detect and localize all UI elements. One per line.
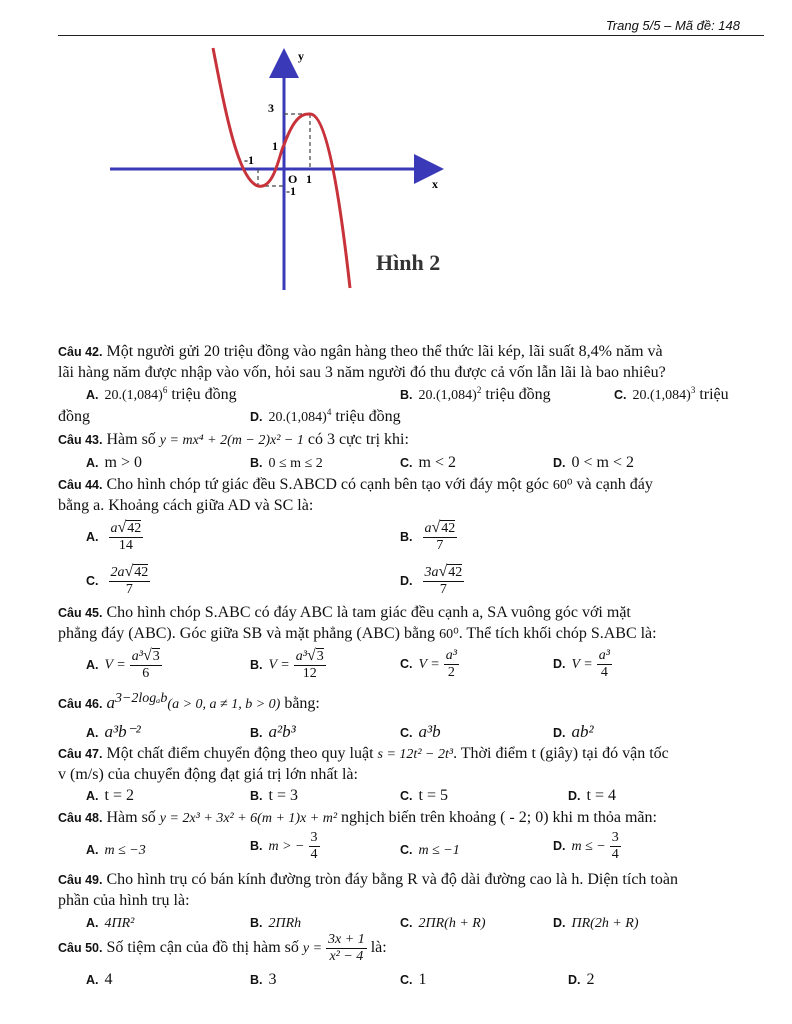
q50-number: Câu 50. [58, 941, 103, 956]
q48-option-a[interactable] [86, 840, 146, 861]
q46-number: Câu 46. [58, 697, 103, 711]
q47-option-b-text: t = 3 [268, 787, 298, 804]
q44-option-c[interactable]: C. $\frac{2a√42}{7}$ [86, 563, 149, 597]
q43-option-b-text: 0 ≤ m ≤ 2 [268, 456, 323, 471]
q45-option-a-v: V = [104, 657, 126, 673]
q48-option-b-label: B. [250, 839, 263, 854]
q50-text: Số tiệm cận của đồ thị hàm số [106, 939, 299, 957]
q50-option-d-text: 2 [586, 971, 595, 988]
q44-option-a-den: 14 [118, 538, 133, 553]
q50-option-b[interactable] [250, 970, 277, 990]
q47-option-c-text: t = 5 [418, 787, 448, 804]
q46-exponent: 3−2logₐb [114, 691, 168, 706]
q49-option-c[interactable] [400, 913, 486, 934]
label-neg-one-x: -1 [244, 153, 254, 167]
q49-option-b[interactable] [250, 913, 301, 934]
q45-option-c-den: 2 [447, 665, 455, 680]
q49-option-d-text: ΠR(2h + R) [571, 916, 639, 931]
q46-condition: (a > 0, a ≠ 1, b > 0) [167, 697, 281, 712]
q46-option-c-label: C. [400, 726, 413, 740]
q50-option-b-text: 3 [268, 971, 277, 988]
q48-formula: y = 2x³ + 3x² + 6(m + 1)x + m² [159, 811, 338, 826]
q42-option-c[interactable] [614, 385, 729, 406]
q45-option-a-radicand: 3 [152, 649, 160, 664]
q44-option-d-radicand: 42 [448, 565, 463, 580]
q42-option-c-unit: triệu [695, 386, 729, 403]
page-header [58, 14, 764, 36]
q48-option-d[interactable] [553, 830, 621, 863]
q47-option-d[interactable] [568, 786, 616, 806]
q43-option-c-label: C. [400, 456, 413, 470]
q45-option-c-num: a³ [445, 648, 457, 663]
q44-option-b-radicand: 42 [441, 521, 456, 536]
q44-text1b: và cạnh đáy [576, 476, 653, 493]
q47-option-b-label: B. [250, 789, 263, 803]
q50-option-b-label: B. [250, 973, 263, 987]
q45-option-d-label: D. [553, 657, 566, 672]
q44-option-a-coef: a [110, 521, 118, 536]
q42-option-c-unit-cont: đồng [58, 408, 90, 425]
label-one-x: 1 [306, 172, 312, 186]
q46-option-d-text: ab² [571, 722, 594, 741]
q50-text2: là: [370, 939, 387, 957]
q43-text: Hàm số [106, 431, 156, 448]
q45-option-b-radicand: 3 [316, 649, 324, 664]
q44-option-b-label: B. [400, 529, 413, 544]
q44-option-c-radicand: 42 [134, 565, 149, 580]
q42-option-c-exp: 3 [690, 385, 696, 395]
q50-numerator: 3x + 1 [328, 932, 365, 947]
q43-number: Câu 43. [58, 433, 103, 447]
q43-text2: có 3 cực trị khi: [307, 431, 409, 448]
q43-option-a-label: A. [86, 456, 99, 470]
q46-option-d[interactable] [553, 722, 594, 743]
q48-option-a-label: A. [86, 843, 99, 857]
q44-option-a-radicand: 42 [127, 521, 142, 536]
q47-option-c-label: C. [400, 789, 413, 803]
q50-option-c-text: 1 [418, 971, 427, 988]
q45-line2 [58, 624, 657, 645]
q44-text1a: Cho hình chóp tứ giác đều S.ABCD có cạnh bên tạo với đáy một góc [106, 476, 549, 493]
q47-text2: v (m/s) của chuyển động đạt giá trị lớn nhất là: [58, 766, 358, 783]
q42-number: Câu 42. [58, 345, 103, 359]
q42-option-d-base: 20.(1,084) [268, 410, 327, 425]
q45-option-a-label: A. [86, 657, 99, 672]
q42-option-b-exp: 2 [476, 385, 482, 395]
q44-option-d-den: 7 [439, 582, 447, 597]
q46-option-b[interactable] [250, 722, 296, 743]
q44-option-b-den: 7 [436, 538, 444, 553]
q48-option-d-pre: m ≤ − [571, 839, 606, 855]
q44-option-d-label: D. [400, 573, 413, 588]
q42-option-a[interactable] [86, 385, 237, 406]
q45-option-d-v: V = [571, 657, 593, 673]
q44-line1 [58, 475, 653, 496]
q48-question [58, 808, 657, 829]
q43-option-d-text: 0 < m < 2 [571, 454, 634, 471]
q45-option-a[interactable]: A. V = $\frac{\text{a³√3}}{6}$ [86, 647, 160, 681]
q49-number: Câu 49. [58, 873, 103, 887]
q45-option-b-label: B. [250, 657, 263, 672]
q48-option-b[interactable] [250, 830, 320, 863]
q45-option-b[interactable]: B. V = $\frac{\text{a³√3}}{12}$ [250, 647, 324, 681]
q45-option-c[interactable] [400, 648, 459, 681]
q50-denominator: x² − 4 [329, 949, 364, 964]
q45-option-b-den: 12 [302, 666, 317, 681]
q43-option-a-text: m > 0 [104, 454, 142, 471]
q50-option-c[interactable] [400, 970, 427, 990]
q44-angle: 60⁰ [552, 478, 573, 493]
q47-option-a-label: A. [86, 789, 99, 803]
q42-line1 [58, 342, 663, 362]
q46-option-c[interactable] [400, 722, 441, 743]
q44-option-d-coef: 3a [424, 565, 439, 580]
q42-option-a-unit: triệu đồng [167, 386, 237, 403]
q45-option-b-num: a³ [295, 649, 307, 664]
q44-number: Câu 44. [58, 478, 103, 492]
x-axis-label: x [432, 177, 438, 191]
label-three: 3 [268, 101, 274, 115]
q48-option-b-den: 4 [310, 847, 318, 862]
q49-option-b-text: 2ΠRh [268, 916, 302, 931]
q48-option-b-num: 3 [310, 830, 318, 845]
q46-text: bằng: [284, 695, 320, 712]
q42-option-a-base: 20.(1,084) [104, 388, 163, 403]
q42-option-d-label: D. [250, 410, 263, 424]
q46-base: a [106, 693, 115, 712]
q42-option-b-label: B. [400, 388, 413, 402]
q42-text2: lãi hàng năm được nhập vào vốn, hỏi sau 3 năm người đó thu được cả vốn lẫn lãi là bao nhiêu? [58, 364, 666, 381]
q48-option-a-text: m ≤ −3 [104, 843, 146, 858]
q45-number: Câu 45. [58, 606, 103, 620]
q45-option-d-num: a³ [598, 648, 610, 663]
q48-text: Hàm số [106, 809, 156, 826]
q43-option-a[interactable] [86, 453, 142, 473]
q44-option-c-coef: 2a [110, 565, 125, 580]
q45-text1: Cho hình chóp S.ABC có đáy ABC là tam giác đều cạnh a, SA vuông góc với mặt [106, 604, 631, 621]
q45-option-d[interactable] [553, 648, 612, 681]
q44-option-b-coef: a [424, 521, 432, 536]
q50-option-d[interactable] [568, 970, 595, 990]
q50-question [58, 932, 387, 965]
q44-option-c-den: 7 [125, 582, 133, 597]
q42-option-a-label: A. [86, 388, 99, 402]
q49-text2: phần của hình trụ là: [58, 892, 190, 909]
q46-option-a[interactable] [86, 722, 141, 743]
q44-option-d[interactable]: D. $\frac{3a√42}{7}$ [400, 563, 463, 597]
q43-option-b-label: B. [250, 456, 263, 470]
q45-option-a-den: 6 [142, 666, 150, 681]
label-one-y: 1 [272, 139, 278, 153]
q50-option-d-label: D. [568, 973, 581, 987]
q46-question [58, 693, 320, 715]
q48-option-d-den: 4 [611, 847, 619, 862]
q48-text2: nghịch biến trên khoảng ( - 2; 0) khi m thỏa mãn: [341, 809, 657, 826]
q45-text2b: . Thể tích khối chóp S.ABC là: [458, 625, 657, 642]
q48-number: Câu 48. [58, 811, 103, 825]
q45-line1 [58, 603, 631, 623]
q42-option-b-base: 20.(1,084) [418, 388, 477, 403]
q43-option-b[interactable] [250, 453, 323, 474]
q47-line1 [58, 744, 669, 765]
q44-option-a-label: A. [86, 529, 99, 544]
q46-option-a-label: A. [86, 726, 99, 740]
q45-option-d-den: 4 [600, 665, 608, 680]
q50-option-a[interactable] [86, 970, 113, 990]
q49-text1: Cho hình trụ có bán kính đường tròn đáy bằng R và độ dài đường cao là h. Diện tích toàn [106, 871, 678, 888]
q46-option-b-text: a²b³ [268, 722, 296, 741]
q45-angle: 60⁰ [439, 627, 459, 642]
q47-option-d-label: D. [568, 789, 581, 803]
q49-option-a-text: 4ΠR² [104, 916, 135, 931]
q44-text2: bằng a. Khoảng cách giữa AD và SC là: [58, 497, 314, 514]
q50-option-a-text: 4 [104, 971, 113, 988]
q49-option-d[interactable] [553, 913, 639, 934]
q50-option-a-label: A. [86, 973, 99, 987]
q46-option-a-text: a³b⁻² [104, 722, 141, 741]
label-origin: O [288, 172, 298, 186]
q45-option-c-label: C. [400, 657, 413, 672]
q48-option-c-label: C. [400, 843, 413, 857]
q49-line1 [58, 870, 678, 890]
q42-option-d[interactable] [250, 407, 401, 428]
figure-caption: Hình 2 [376, 250, 441, 275]
q46-option-d-label: D. [553, 726, 566, 740]
q47-option-c[interactable] [400, 786, 448, 806]
q46-option-c-text: a³b [418, 722, 441, 741]
q44-option-c-label: C. [86, 573, 99, 588]
q47-option-d-text: t = 4 [586, 787, 616, 804]
q48-option-b-pre: m > − [268, 839, 305, 855]
q44-option-b[interactable]: B. $\frac{a√42}{7}$ [400, 519, 456, 553]
q43-option-d-label: D. [553, 456, 566, 470]
q49-option-b-label: B. [250, 916, 263, 930]
q49-option-a-label: A. [86, 916, 99, 930]
label-neg-one-y: -1 [286, 184, 296, 198]
q44-option-a[interactable]: A. $\frac{a√42}{14}$ [86, 519, 142, 553]
q42-option-b-unit: triệu đồng [481, 386, 551, 403]
page-header-text: Trang 5/5 – Mã đề: 148 [605, 18, 740, 33]
q49-option-c-label: C. [400, 916, 413, 930]
q46-option-b-label: B. [250, 726, 263, 740]
q48-option-c-text: m ≤ −1 [418, 843, 460, 858]
q43-question [58, 430, 409, 451]
q49-option-a[interactable] [86, 913, 134, 934]
q48-option-c[interactable] [400, 840, 460, 861]
y-axis-label: y [298, 49, 304, 63]
q49-option-d-label: D. [553, 916, 566, 930]
q43-option-c[interactable] [400, 453, 456, 473]
q48-option-d-num: 3 [611, 830, 619, 845]
q42-option-c-base: 20.(1,084) [632, 388, 691, 403]
q45-option-b-v: V = [268, 657, 290, 673]
q47-formula: s = 12t² − 2t³ [377, 747, 454, 762]
q47-option-a[interactable] [86, 786, 134, 806]
function-graph-figure [100, 40, 460, 300]
q47-option-a-text: t = 2 [104, 787, 134, 804]
q48-option-d-label: D. [553, 839, 566, 854]
q42-option-b[interactable] [400, 385, 551, 406]
q42-option-c-label: C. [614, 388, 627, 402]
q45-option-c-v: V = [418, 657, 440, 673]
q47-text1b: . Thời điểm t (giây) tại đó vận tốc [453, 745, 669, 762]
q47-text1a: Một chất điểm chuyển động theo quy luật [106, 745, 374, 762]
q42-option-a-exp: 6 [162, 385, 168, 395]
q49-option-c-text: 2ΠR(h + R) [418, 916, 486, 931]
q45-text2a: phẳng đáy (ABC). Góc giữa SB và mặt phẳng (ABC) bằng [58, 625, 436, 642]
q50-option-c-label: C. [400, 973, 413, 987]
q47-number: Câu 47. [58, 747, 103, 761]
q50-y: y = [302, 941, 323, 957]
q47-option-b[interactable] [250, 786, 298, 806]
q43-option-d[interactable] [553, 453, 634, 473]
q42-text1: Một người gửi 20 triệu đồng vào ngân hàng theo thể thức lãi kép, lãi suất 8,4% năm và [106, 343, 663, 360]
q43-option-c-text: m < 2 [418, 454, 456, 471]
q45-option-a-num: a³ [131, 649, 143, 664]
q43-formula: y = mx⁴ + 2(m − 2)x² − 1 [159, 433, 304, 448]
q42-option-d-unit: triệu đồng [331, 408, 401, 425]
q42-option-d-exp: 4 [326, 407, 332, 417]
